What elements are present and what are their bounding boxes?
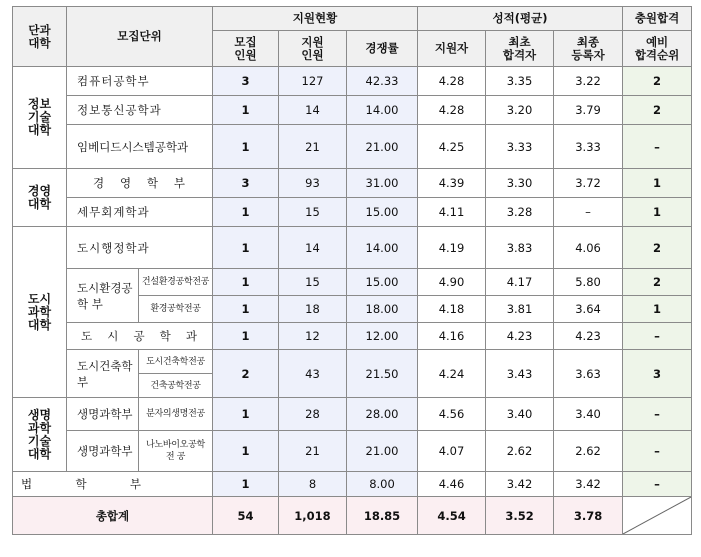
quota-cell: 1 bbox=[213, 96, 279, 125]
final-reg-cell: 4.23 bbox=[554, 323, 623, 350]
dept-name: 도시건축학부 bbox=[67, 350, 139, 398]
grade-cell: 4.24 bbox=[418, 350, 486, 398]
major-name: 건설환경공학전공 bbox=[139, 269, 213, 296]
rate-cell: 42.33 bbox=[347, 67, 418, 96]
applicants-cell: 28 bbox=[279, 398, 347, 431]
dept-name: 정보통신공학과 bbox=[67, 96, 213, 125]
quota-cell: 3 bbox=[213, 169, 279, 198]
table-row bbox=[13, 125, 692, 169]
rate-cell: 21.00 bbox=[347, 125, 418, 169]
rate-cell: 8.00 bbox=[347, 472, 418, 497]
college-life bbox=[13, 398, 67, 472]
total-first-pass: 3.52 bbox=[486, 497, 554, 535]
applicants-cell: 127 bbox=[279, 67, 347, 96]
grade-cell: 4.25 bbox=[418, 125, 486, 169]
header-applicants-group: 지원현황 bbox=[213, 7, 418, 31]
quota-cell: 1 bbox=[213, 431, 279, 472]
applicants-cell: 12 bbox=[279, 323, 347, 350]
college-biz bbox=[13, 169, 67, 227]
header-reserve-rank bbox=[623, 31, 692, 67]
dept-name: 컴퓨터공학부 bbox=[67, 67, 213, 96]
table-row bbox=[13, 67, 692, 96]
header-first-pass-text: 최초 합격자 bbox=[502, 34, 537, 62]
rate-cell: 12.00 bbox=[347, 323, 418, 350]
table-row bbox=[13, 198, 692, 227]
first-pass-cell: 4.23 bbox=[486, 323, 554, 350]
final-reg-cell: 3.42 bbox=[554, 472, 623, 497]
college-info bbox=[13, 67, 67, 169]
major-name: 건축공학전공 bbox=[139, 374, 213, 398]
applicants-cell: 18 bbox=[279, 296, 347, 323]
rank-cell: 1 bbox=[623, 169, 692, 198]
rank-cell: – bbox=[623, 125, 692, 169]
final-reg-cell: 3.64 bbox=[554, 296, 623, 323]
header-final-reg-text: 최종 등록자 bbox=[571, 34, 605, 62]
rank-cell: 2 bbox=[623, 269, 692, 296]
final-reg-cell: 3.22 bbox=[554, 67, 623, 96]
rank-cell: – bbox=[623, 323, 692, 350]
grade-cell: 4.28 bbox=[418, 96, 486, 125]
rank-cell: 1 bbox=[623, 198, 692, 227]
first-pass-cell: 4.17 bbox=[486, 269, 554, 296]
applicants-cell: 43 bbox=[279, 350, 347, 398]
total-applicants: 1,018 bbox=[279, 497, 347, 535]
applicants-cell: 15 bbox=[279, 198, 347, 227]
header-quota-text: 모집 인원 bbox=[234, 34, 257, 62]
quota-cell: 1 bbox=[213, 398, 279, 431]
table-row bbox=[13, 169, 692, 198]
table-row bbox=[13, 472, 692, 497]
major-name bbox=[139, 431, 213, 472]
dept-name: 임베디드시스템공학과 bbox=[67, 125, 213, 169]
rate-cell: 14.00 bbox=[347, 227, 418, 269]
rank-cell: – bbox=[623, 431, 692, 472]
table-row bbox=[13, 96, 692, 125]
quota-cell: 1 bbox=[213, 227, 279, 269]
final-reg-cell: 3.40 bbox=[554, 398, 623, 431]
first-pass-cell: 3.81 bbox=[486, 296, 554, 323]
grade-cell: 4.56 bbox=[418, 398, 486, 431]
college-life-text: 생명 과학 기술 대학 bbox=[27, 407, 52, 461]
dept-name: 생명과학부 bbox=[67, 398, 139, 431]
total-grade: 4.54 bbox=[418, 497, 486, 535]
quota-cell: 3 bbox=[213, 67, 279, 96]
total-label: 총합계 bbox=[13, 497, 213, 535]
total-final-reg: 3.78 bbox=[554, 497, 623, 535]
first-pass-cell: 3.30 bbox=[486, 169, 554, 198]
rate-cell: 18.00 bbox=[347, 296, 418, 323]
college-info-text: 정보 기술 대학 bbox=[27, 97, 52, 137]
header-college bbox=[13, 7, 67, 67]
first-pass-cell: 3.20 bbox=[486, 96, 554, 125]
grade-cell: 4.16 bbox=[418, 323, 486, 350]
rate-cell: 21.00 bbox=[347, 431, 418, 472]
rate-cell: 15.00 bbox=[347, 198, 418, 227]
applicants-cell: 21 bbox=[279, 431, 347, 472]
header-applicants-text: 지원 인원 bbox=[301, 34, 324, 62]
first-pass-cell: 3.43 bbox=[486, 350, 554, 398]
rate-cell: 14.00 bbox=[347, 96, 418, 125]
college-urban-text: 도시 과학 대학 bbox=[27, 291, 52, 332]
table-row bbox=[13, 227, 692, 269]
final-reg-cell: 4.06 bbox=[554, 227, 623, 269]
dept-name-text: 도시환경공 학 부 bbox=[77, 280, 133, 311]
table-row bbox=[13, 269, 692, 296]
dept-name: 도시행정학과 bbox=[67, 227, 213, 269]
applicants-cell: 8 bbox=[279, 472, 347, 497]
quota-cell: 1 bbox=[213, 125, 279, 169]
dept-name: 법 학 부 bbox=[13, 472, 213, 497]
grade-cell: 4.90 bbox=[418, 269, 486, 296]
table-row bbox=[13, 350, 692, 374]
header-competition: 경쟁률 bbox=[347, 31, 418, 67]
dept-name bbox=[67, 269, 139, 323]
rank-cell: – bbox=[623, 472, 692, 497]
rate-cell: 15.00 bbox=[347, 269, 418, 296]
admissions-table bbox=[12, 6, 692, 535]
header-unit: 모집단위 bbox=[67, 7, 213, 67]
college-biz-text: 경영 대학 bbox=[27, 183, 52, 211]
final-reg-cell: 3.33 bbox=[554, 125, 623, 169]
grade-cell: 4.39 bbox=[418, 169, 486, 198]
quota-cell: 1 bbox=[213, 269, 279, 296]
final-reg-cell: 5.80 bbox=[554, 269, 623, 296]
header-total-pass-group: 충원합격 bbox=[623, 7, 692, 31]
header-grades-group: 성적(평균) bbox=[418, 7, 623, 31]
final-reg-cell: 3.79 bbox=[554, 96, 623, 125]
quota-cell: 1 bbox=[213, 296, 279, 323]
header-reserve-rank-text: 예비 합격순위 bbox=[634, 34, 680, 62]
quota-cell: 1 bbox=[213, 472, 279, 497]
header-applicant-grade: 지원자 bbox=[418, 31, 486, 67]
rank-cell: 3 bbox=[623, 350, 692, 398]
header-applicants bbox=[279, 31, 347, 67]
grade-cell: 4.07 bbox=[418, 431, 486, 472]
grade-cell: 4.11 bbox=[418, 198, 486, 227]
dept-name: 세무회계학과 bbox=[67, 198, 213, 227]
first-pass-cell: 3.40 bbox=[486, 398, 554, 431]
rate-cell: 31.00 bbox=[347, 169, 418, 198]
major-name: 분자의생명전공 bbox=[139, 398, 213, 431]
applicants-cell: 15 bbox=[279, 269, 347, 296]
grade-cell: 4.46 bbox=[418, 472, 486, 497]
total-rank-empty bbox=[623, 497, 692, 535]
header-first-pass bbox=[486, 31, 554, 67]
header-college-text: 단과 대학 bbox=[28, 22, 51, 50]
total-quota: 54 bbox=[213, 497, 279, 535]
header-final-reg bbox=[554, 31, 623, 67]
dept-name: 생명과학부 bbox=[67, 431, 139, 472]
rank-cell: 1 bbox=[623, 296, 692, 323]
total-rate: 18.85 bbox=[347, 497, 418, 535]
first-pass-cell: 2.62 bbox=[486, 431, 554, 472]
first-pass-cell: 3.83 bbox=[486, 227, 554, 269]
rate-cell: 28.00 bbox=[347, 398, 418, 431]
admissions-table-container bbox=[12, 6, 691, 535]
final-reg-cell: 3.72 bbox=[554, 169, 623, 198]
table-row bbox=[13, 398, 692, 431]
dept-name: 도 시 공 학 과 bbox=[67, 323, 213, 350]
final-reg-cell: 2.62 bbox=[554, 431, 623, 472]
major-name-text: 나노바이오공학 전 공 bbox=[146, 440, 205, 462]
grade-cell: 4.19 bbox=[418, 227, 486, 269]
first-pass-cell: 3.35 bbox=[486, 67, 554, 96]
applicants-cell: 93 bbox=[279, 169, 347, 198]
quota-cell: 1 bbox=[213, 198, 279, 227]
dept-name: 경 영 학 부 bbox=[67, 169, 213, 198]
rate-cell: 21.50 bbox=[347, 350, 418, 398]
diagonal-line bbox=[623, 497, 691, 534]
rank-cell: 2 bbox=[623, 67, 692, 96]
rank-cell: 2 bbox=[623, 96, 692, 125]
rank-cell: – bbox=[623, 398, 692, 431]
quota-cell: 2 bbox=[213, 350, 279, 398]
applicants-cell: 14 bbox=[279, 96, 347, 125]
total-row bbox=[13, 497, 692, 535]
first-pass-cell: 3.42 bbox=[486, 472, 554, 497]
first-pass-cell: 3.28 bbox=[486, 198, 554, 227]
table-row bbox=[13, 431, 692, 472]
table-row bbox=[13, 323, 692, 350]
grade-cell: 4.28 bbox=[418, 67, 486, 96]
final-reg-cell: 3.63 bbox=[554, 350, 623, 398]
applicants-cell: 21 bbox=[279, 125, 347, 169]
quota-cell: 1 bbox=[213, 323, 279, 350]
college-urban bbox=[13, 227, 67, 398]
rank-cell: 2 bbox=[623, 227, 692, 269]
applicants-cell: 14 bbox=[279, 227, 347, 269]
header-quota bbox=[213, 31, 279, 67]
major-name: 환경공학전공 bbox=[139, 296, 213, 323]
first-pass-cell: 3.33 bbox=[486, 125, 554, 169]
final-reg-cell: – bbox=[554, 198, 623, 227]
major-name: 도시건축학전공 bbox=[139, 350, 213, 374]
grade-cell: 4.18 bbox=[418, 296, 486, 323]
